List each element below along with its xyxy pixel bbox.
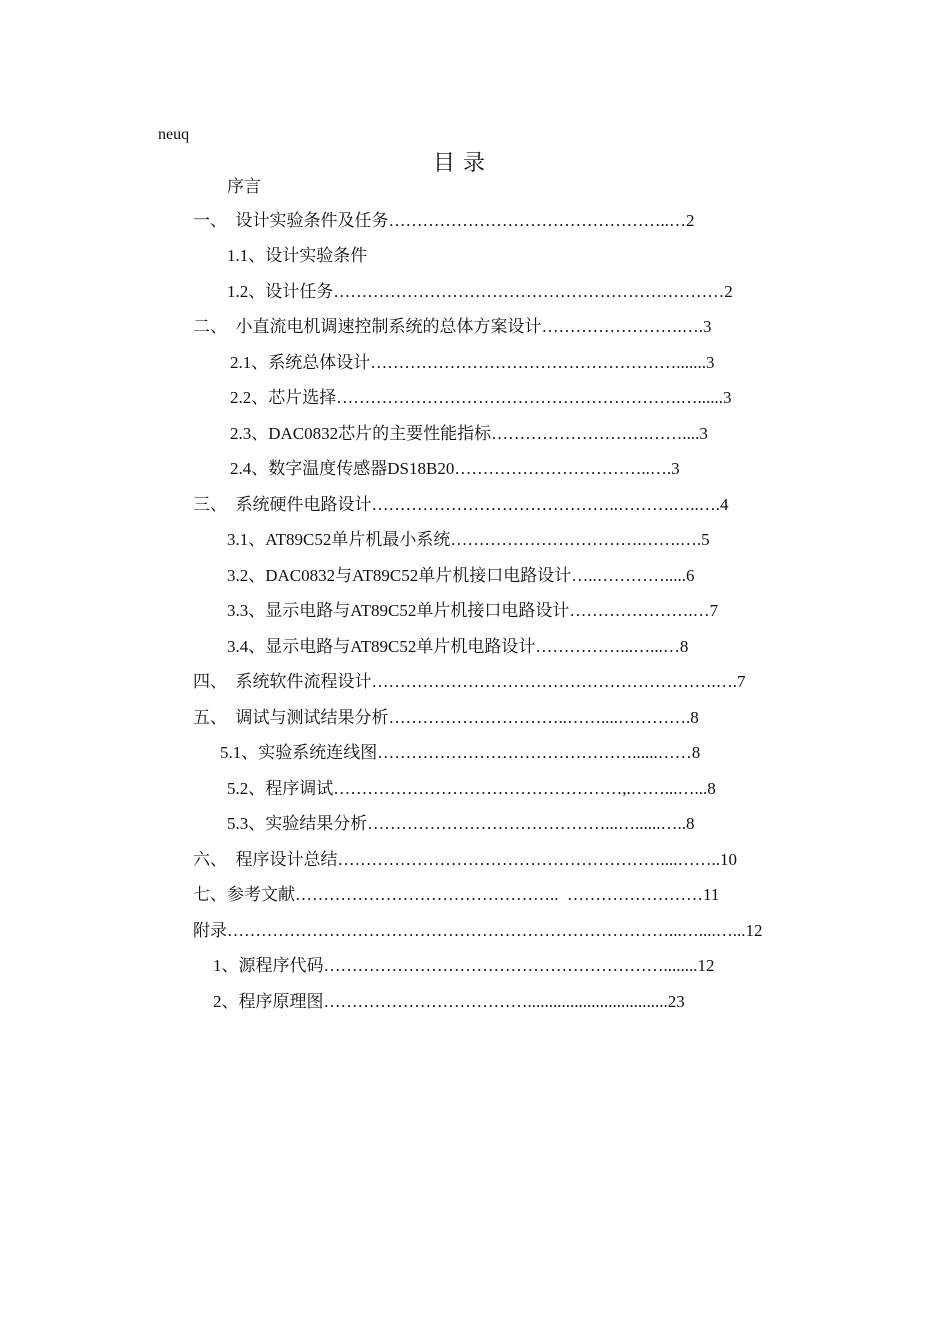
toc-title: 目录 — [432, 150, 493, 175]
toc-entry-preface[interactable]: 序言 — [227, 177, 261, 196]
toc-entry-appendix-2[interactable]: 2、程序原理图……………………………….................................23 — [213, 992, 685, 1011]
toc-entry-appendix[interactable]: 附录……………………………………………………………………...…....…...12 — [193, 921, 763, 940]
toc-entry-5-1[interactable]: 5.1、实验系统连线图………………………………………......……8 — [220, 743, 701, 762]
toc-entry-2-1[interactable]: 2.1、系统总体设计……………………………………………….......3 — [230, 353, 715, 372]
toc-entry-2-4[interactable]: 2.4、数字温度传感器DS18B20……………………………..….3 — [230, 459, 680, 478]
toc-entry-appendix-1[interactable]: 1、源程序代码……………………………………………………........12 — [213, 956, 715, 975]
toc-entry-5-3[interactable]: 5.3、实验结果分析……………………………………...…......…..8 — [227, 814, 695, 833]
toc-entry-chapter-4[interactable]: 四、 系统软件流程设计…………………………………………………….….7 — [193, 672, 746, 691]
toc-entry-chapter-2[interactable]: 二、 小直流电机调速控制系统的总体方案设计…………………….….3 — [193, 317, 712, 336]
toc-entry-1-1[interactable]: 1.1、设计实验条件 — [227, 246, 368, 265]
toc-entry-5-2[interactable]: 5.2、程序调试……………………………………………,.……...…...8 — [227, 779, 716, 798]
toc-entry-chapter-6[interactable]: 六、 程序设计总结…………………………………………………....……..10 — [193, 850, 737, 869]
toc-entry-3-3[interactable]: 3.3、显示电路与AT89C52单片机接口电路设计………………….…7 — [227, 601, 719, 620]
toc-entry-chapter-3[interactable]: 三、 系统硬件电路设计……………………………………..……….…..….4 — [193, 495, 729, 514]
toc-entry-chapter-7[interactable]: 七、参考文献……………………………………….. ……………………11 — [193, 885, 720, 904]
toc-entry-3-2[interactable]: 3.2、DAC0832与AT89C52单片机接口电路设计…..………….....6 — [227, 566, 695, 585]
toc-entry-1-2[interactable]: 1.2、设计任务……………………………………………………………2 — [227, 282, 733, 301]
toc-entry-3-1[interactable]: 3.1、AT89C52单片机最小系统…………………………….…….….5 — [227, 530, 710, 549]
toc-entry-3-4[interactable]: 3.4、显示电路与AT89C52单片机电路设计……………...…...…8 — [227, 637, 689, 656]
toc-entry-chapter-1[interactable]: 一、 设计实验条件及任务…………………………………………..…2 — [193, 211, 695, 230]
toc-entry-2-3[interactable]: 2.3、DAC0832芯片的主要性能指标……………………….……....3 — [230, 424, 708, 443]
toc-entry-chapter-5[interactable]: 五、 调试与测试结果分析…………………………..……....………….8 — [193, 708, 699, 727]
header-note: neuq — [158, 126, 190, 143]
toc-entry-2-2[interactable]: 2.2、芯片选择…………………………………………………….…......3 — [230, 388, 732, 407]
